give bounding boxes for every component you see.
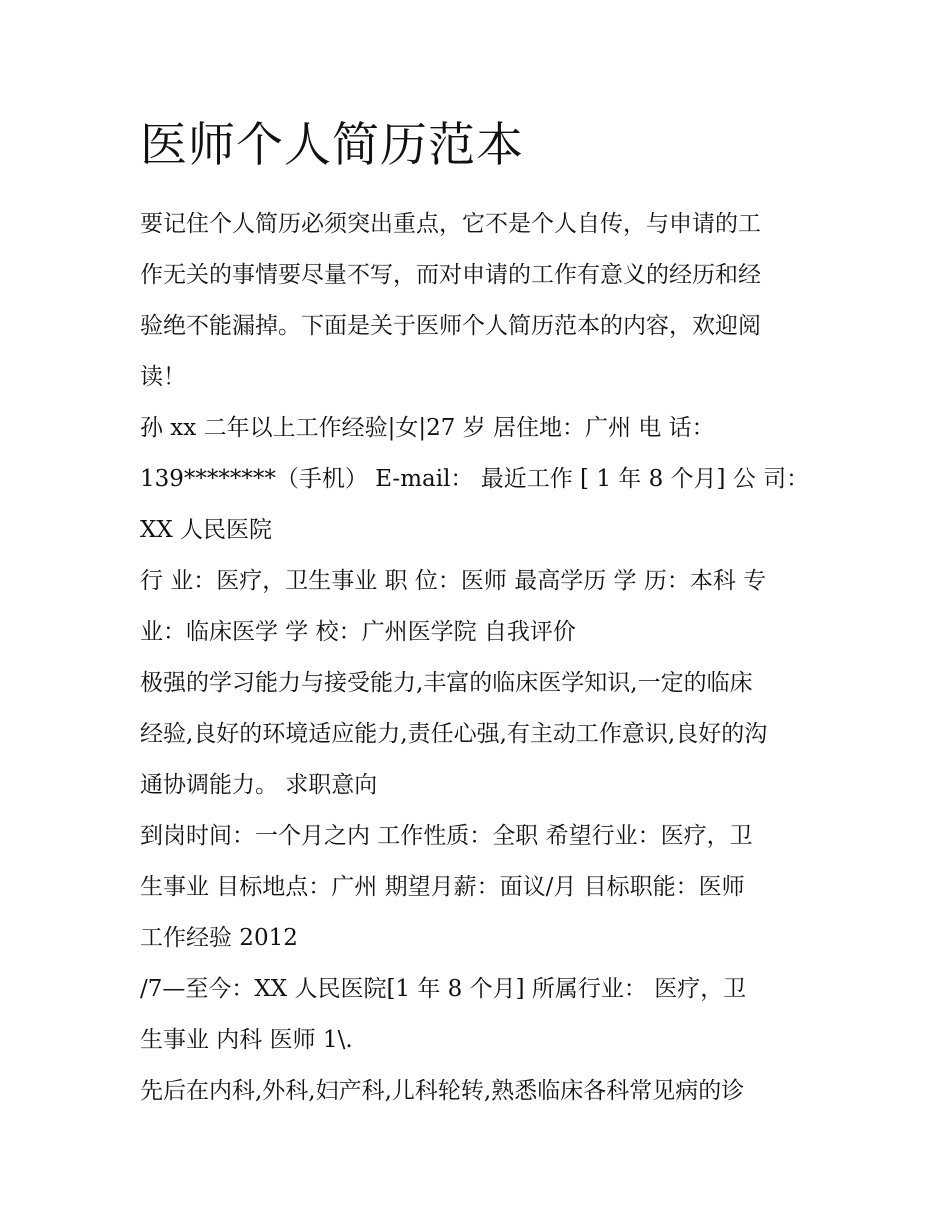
- body-line: 139********（手机） E-mail： 最近工作 [ 1 年 8 个月] 公 司：: [140, 466, 810, 492]
- body-line: 孙 xx 二年以上工作经验|女|27 岁 居住地：广州 电 话：: [140, 415, 715, 441]
- body-line: 验绝不能漏掉。下面是关于医师个人简历范本的内容，欢迎阅: [140, 313, 761, 339]
- document-body: [140, 204, 820, 1122]
- body-line: 生事业 内科 医师 1\.: [140, 1027, 353, 1053]
- body-line: 经验,良好的环境适应能力,责任心强,有主动工作意识,良好的沟: [140, 721, 768, 747]
- body-line: 通协调能力。 求职意向: [140, 772, 378, 798]
- body-line: 行 业：医疗，卫生事业 职 位：医师 最高学历 学 历：本科 专: [140, 568, 767, 594]
- body-line: 要记住个人简历必须突出重点，它不是个人自传，与申请的工: [140, 211, 761, 237]
- body-line: 作无关的事情要尽量不写，而对申请的工作有意义的经历和经: [140, 262, 761, 288]
- body-line: 极强的学习能力与接受能力,丰富的临床医学知识,一定的临床: [140, 670, 753, 696]
- body-line: /7—至今：XX 人民医院[1 年 8 个月] 所属行业： 医疗，卫: [140, 976, 747, 1002]
- body-line: 先后在内科,外科,妇产科,儿科轮转,熟悉临床各科常见病的诊: [140, 1078, 745, 1104]
- document-title: 医师个人简历范本: [140, 118, 524, 173]
- body-line: 生事业 目标地点：广州 期望月薪：面议/月 目标职能：医师: [140, 874, 745, 900]
- body-line: XX 人民医院: [140, 517, 273, 543]
- body-line: 业：临床医学 学 校：广州医学院 自我评价: [140, 619, 576, 645]
- body-line: 工作经验 2012: [140, 925, 298, 951]
- body-line: 读！: [140, 364, 186, 390]
- body-line: 到岗时间：一个月之内 工作性质：全职 希望行业：医疗，卫: [140, 823, 753, 849]
